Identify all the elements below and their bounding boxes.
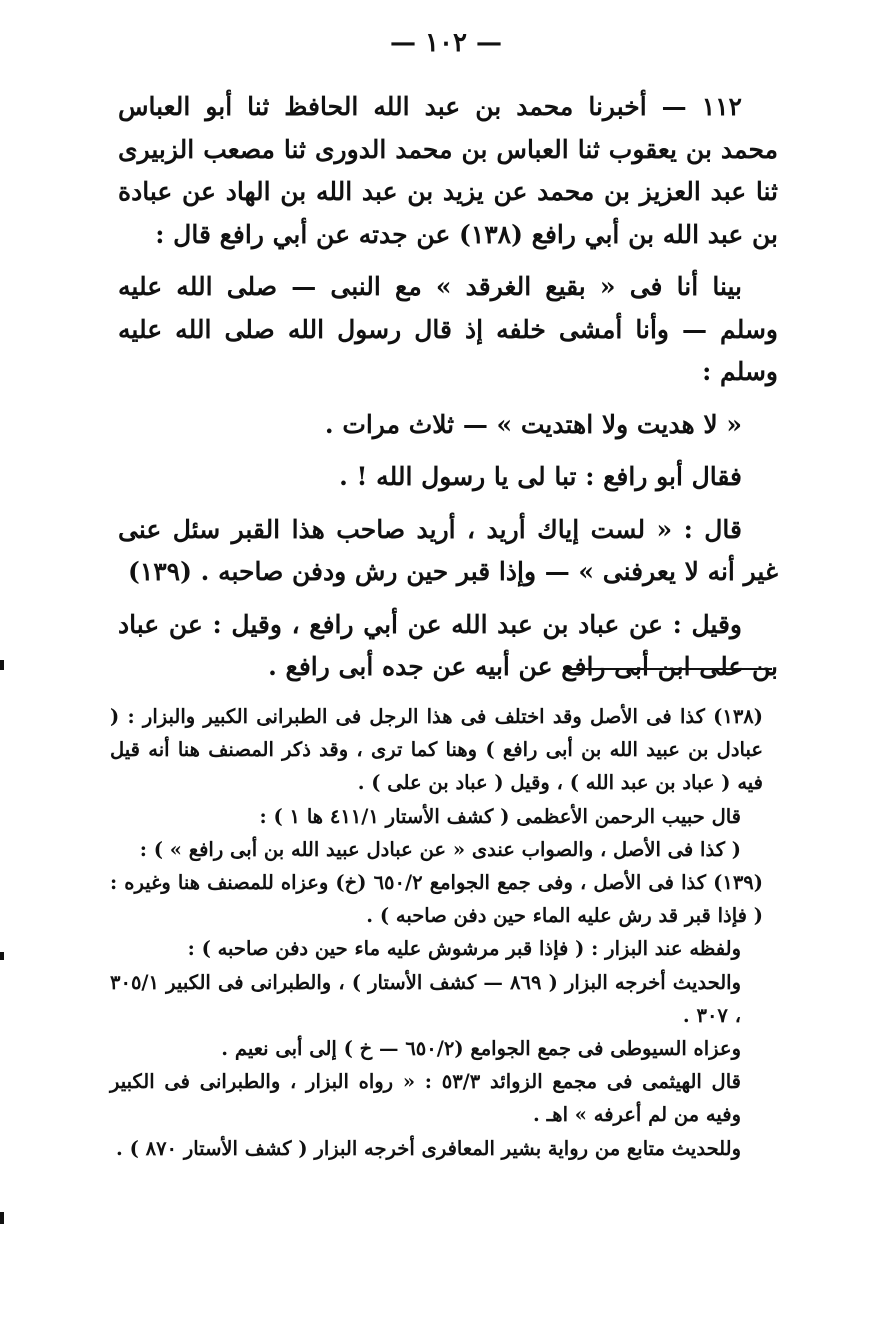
scan-edge-mark: [0, 952, 4, 960]
footnote-139-bazzar-wording: ولفظه عند البزار : ( فإذا قبر مرشوش عليه ماء حين دفن صاحبه ) :: [187, 937, 741, 961]
page-number: — ١٠٢ —: [389, 28, 503, 58]
hadith-explanation-paragraph: قال : « لست إياك أريد ، أريد صاحب هذا القبر سئل عنى غير أنه لا يعرفنى » — وإذا قبر حين رش ودفن صاحبه . (١٣٩): [118, 514, 778, 586]
footnote-separator: [564, 668, 772, 670]
main-text: [118, 86, 778, 699]
hadith-quote-paragraph: « لا هديت ولا اهتديت » — ثلاث مرات .: [324, 409, 742, 439]
hadith-variant-paragraph: وقيل : عن عباد بن عبد الله عن أبي رافع ، وقيل : عن عباد بن على ابن أبى رافع عن أبيه عن جده أبى رافع .: [118, 609, 778, 681]
scan-edge-mark: [0, 1212, 4, 1224]
footnote-138-comment: قال حبيب الرحمن الأعظمى ( كشف الأستار ٤١١/١ ها ١ ) :: [259, 804, 741, 828]
hadith-isnad-paragraph: ١١٢ — أخبرنا محمد بن عبد الله الحافظ ثنا أبو العباس محمد بن يعقوب ثنا العباس بن محمد الدورى ثنا مصعب الزبيرى ثنا عبد العزيز بن محمد عن يزيد بن عبد الله بن الهاد عن عبادة بن عبد الله بن أبي رافع (١٣٨) عن جدته عن أبي رافع قال :: [118, 92, 778, 249]
footnote-138: (١٣٨) كذا فى الأصل وقد اختلف فى هذا الرجل فى الطبرانى الكبير والبزار : ( عبادل بن عبيد الله بن أبى رافع ) وهنا كما ترى ، وقد ذكر المصنف هنا أنه قيل فيه ( عباد بن عبد الله ) ، وقيل ( عباد بن على ) .: [110, 705, 763, 795]
scan-edge-mark: [0, 660, 4, 670]
hadith-narrative-paragraph: بينا أنا فى « بقيع الغرقد » مع النبى — صلى الله عليه وسلم — وأنا أمشى خلفه إذ قال رسول الله صلى الله عليه وسلم :: [118, 272, 778, 386]
footnote-139-haythami: قال الهيثمى فى مجمع الزوائد ٥٣/٣ : « رواه البزار ، والطبرانى فى الكبير وفيه من لم أعرفه » اهـ .: [110, 1070, 741, 1127]
hadith-reply-paragraph: فقال أبو رافع : تبا لى يا رسول الله ! .: [339, 462, 742, 491]
footnote-139-mutabi: وللحديث متابع من رواية بشير المعافرى أخرجه البزار ( كشف الأستار ٨٧٠ ) .: [116, 1136, 741, 1160]
footnote-138-correction: ( كذا فى الأصل ، والصواب عندى « عن عبادل عبيد الله بن أبى رافع » ) :: [139, 837, 741, 861]
footnote-139-suyuti: وعزاه السيوطى فى جمع الجوامع (٦٥٠/٢ — خ ) إلى أبى نعيم .: [221, 1037, 741, 1061]
footnote-139: (١٣٩) كذا فى الأصل ، وفى جمع الجوامع ٦٥٠/٢ (خ) وعزاه للمصنف هنا وغيره : ( فإذا قبر قد رش عليه الماء حين دفن صاحبه ) .: [110, 871, 763, 928]
footnotes: [110, 700, 775, 1165]
footnote-139-takhrij: والحديث أخرجه البزار ( ٨٦٩ — كشف الأستار ) ، والطبرانى فى الكبير ٣٠٥/١ ، ٣٠٧ .: [110, 970, 741, 1027]
